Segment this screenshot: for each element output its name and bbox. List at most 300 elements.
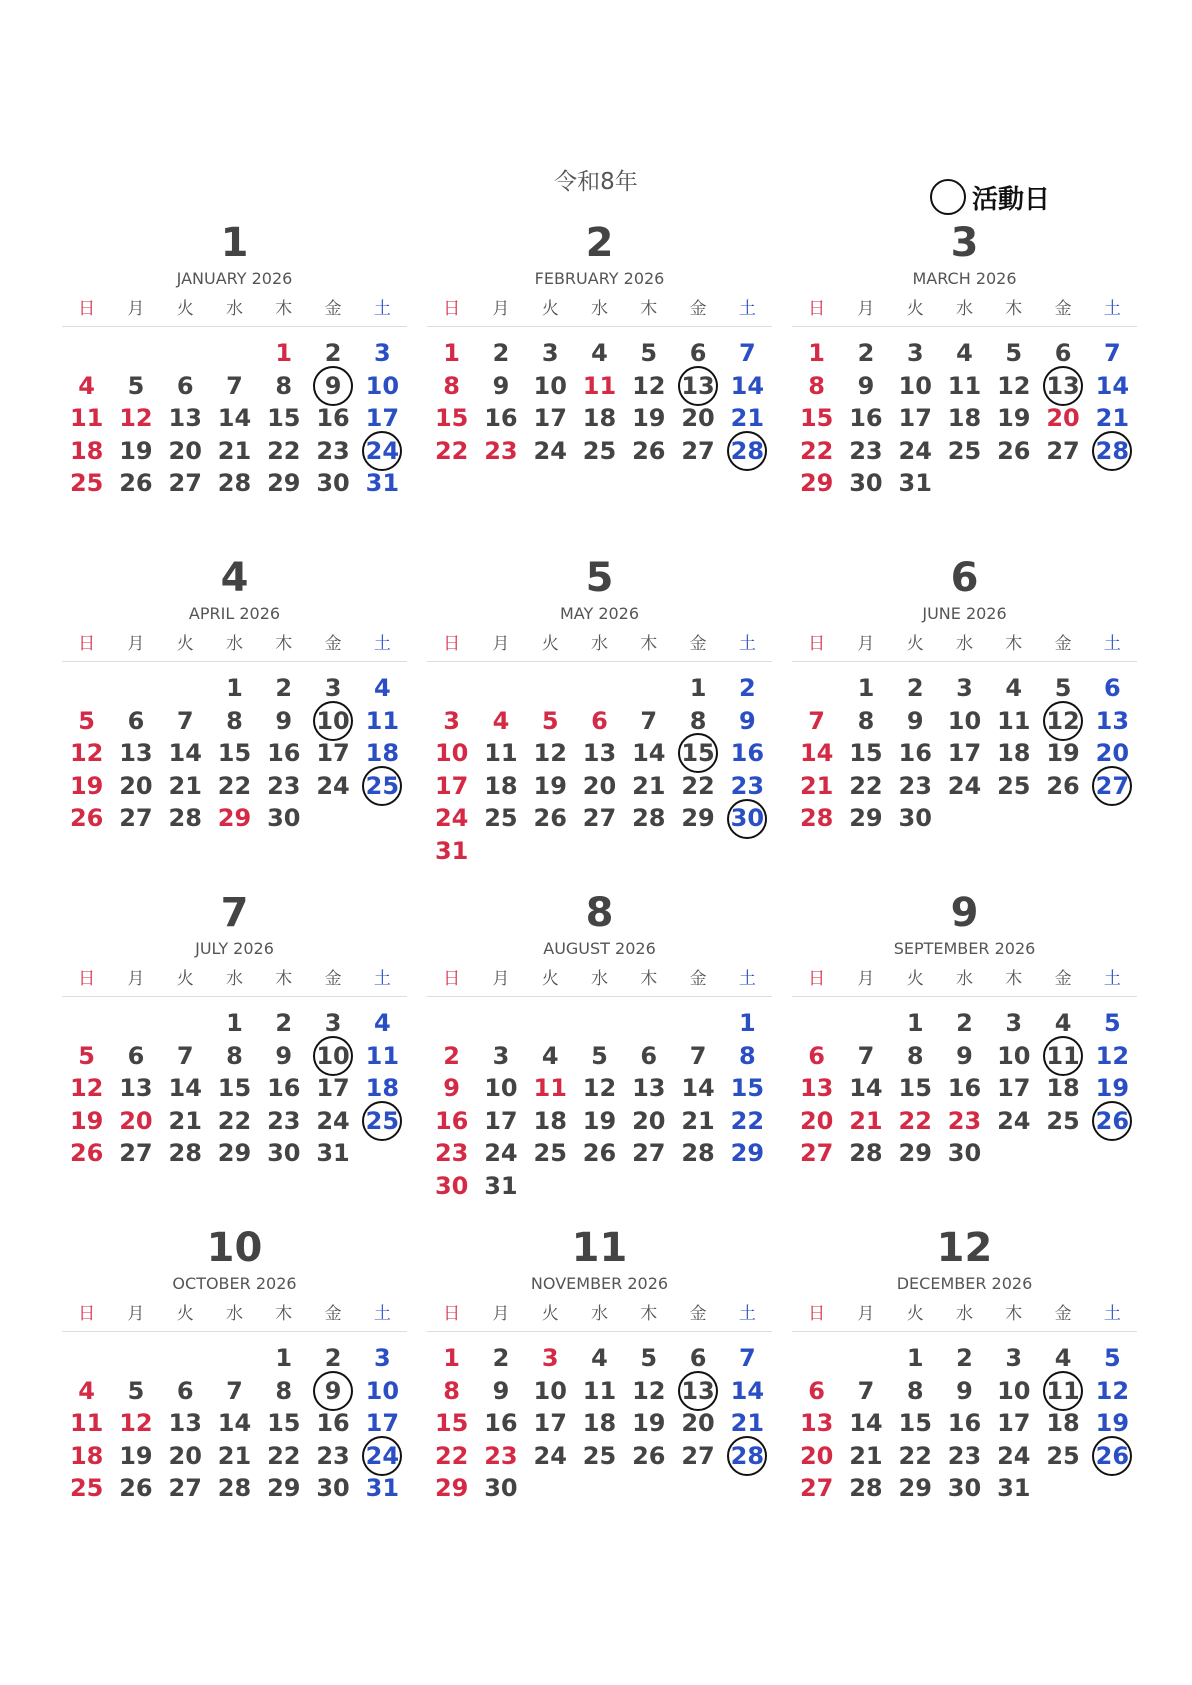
days-grid <box>792 1342 1137 1505</box>
weekday-label: 木 <box>640 634 658 654</box>
page-title: 令和8年 <box>554 169 638 195</box>
day-cell: 3 <box>324 674 342 702</box>
day-cell: 9 <box>956 1041 973 1070</box>
weekday-label: 日 <box>808 1304 826 1324</box>
day-cell: 31 <box>997 1474 1031 1503</box>
weekday-label: 月 <box>492 634 510 654</box>
day-cell: 11 <box>947 371 982 400</box>
day-cell: 1 <box>906 1344 924 1372</box>
day-cell: 10 <box>898 371 932 400</box>
day-cell: 6 <box>127 706 145 735</box>
day-cell: 6 <box>176 371 194 400</box>
day-cell: 13 <box>632 1074 666 1103</box>
day-cell: 24 <box>316 1106 350 1135</box>
weekday-label: 土 <box>1103 634 1121 654</box>
weekday-label: 土 <box>373 634 391 654</box>
empty-cell <box>62 1342 111 1375</box>
weekday-label: 金 <box>1054 1304 1072 1324</box>
day-cell: 20 <box>582 771 617 800</box>
month-block <box>62 890 407 1225</box>
day-cell: 25 <box>1046 1441 1080 1470</box>
day-cell: 19 <box>119 1441 153 1470</box>
activity-day-cell: 10 <box>308 1040 357 1073</box>
day-cell: 9 <box>275 1041 293 1070</box>
weekday-header <box>792 1301 1137 1332</box>
weekday-label: 木 <box>1005 969 1023 989</box>
day-cell: 27 <box>681 436 715 465</box>
month-number: 3 <box>950 220 979 266</box>
day-cell: 4 <box>541 1041 559 1070</box>
day-cell: 14 <box>681 1074 715 1103</box>
day-cell: 12 <box>997 371 1031 400</box>
day-cell: 22 <box>898 1441 932 1470</box>
day-cell: 24 <box>533 1441 567 1470</box>
day-cell: 11 <box>997 706 1031 735</box>
day-cell: 28 <box>168 1139 202 1168</box>
day-cell: 4 <box>373 1009 391 1037</box>
activity-day-cell: 13 <box>1038 370 1087 403</box>
weekday-label: 月 <box>857 969 875 989</box>
weekday-label: 日 <box>443 299 461 319</box>
day-cell: 7 <box>1103 339 1121 367</box>
day-cell: 6 <box>591 706 608 735</box>
day-cell: 19 <box>533 771 567 800</box>
day-cell: 13 <box>119 739 153 768</box>
day-cell: 20 <box>168 1441 202 1470</box>
weekday-label: 水 <box>590 299 608 319</box>
month-name: JULY 2026 <box>195 939 274 958</box>
day-cell: 9 <box>492 1376 510 1405</box>
weekday-label: 土 <box>738 299 756 319</box>
day-cell: 8 <box>275 371 293 400</box>
legend-label: 活動日 <box>972 184 1051 215</box>
day-cell: 25 <box>533 1139 567 1168</box>
day-cell: 19 <box>1095 1409 1130 1438</box>
day-cell: 30 <box>267 804 301 833</box>
weekday-header <box>792 631 1137 662</box>
day-cell: 21 <box>799 771 834 800</box>
day-cell: 18 <box>533 1106 567 1135</box>
day-cell: 22 <box>730 1106 765 1135</box>
day-cell: 15 <box>267 1409 301 1438</box>
day-cell: 23 <box>898 771 932 800</box>
day-cell: 18 <box>997 739 1031 768</box>
day-cell: 13 <box>1095 706 1130 735</box>
weekday-label: 金 <box>689 1304 707 1324</box>
day-cell: 8 <box>275 1376 293 1405</box>
month-name: SEPTEMBER 2026 <box>893 939 1036 958</box>
day-cell: 20 <box>119 1106 153 1135</box>
day-cell: 4 <box>956 339 973 367</box>
month-block <box>792 1225 1137 1560</box>
day-cell: 2 <box>443 1041 460 1070</box>
day-cell: 8 <box>443 371 460 400</box>
day-cell: 27 <box>168 1474 202 1503</box>
day-cell: 14 <box>730 371 765 400</box>
weekday-label: 金 <box>1054 969 1072 989</box>
day-cell: 10 <box>365 371 400 400</box>
day-cell: 1 <box>275 1344 293 1372</box>
day-cell: 30 <box>267 1139 301 1168</box>
month-name: FEBRUARY 2026 <box>534 269 665 288</box>
weekday-header <box>427 1301 772 1332</box>
weekday-label: 月 <box>127 634 145 654</box>
days-grid <box>427 337 772 467</box>
day-cell: 21 <box>217 1441 252 1470</box>
weekday-label: 木 <box>640 1304 658 1324</box>
empty-cell <box>624 1007 673 1040</box>
day-cell: 25 <box>69 469 104 498</box>
day-cell: 12 <box>632 1376 666 1405</box>
day-cell: 14 <box>849 1074 883 1103</box>
day-cell: 7 <box>808 706 825 735</box>
day-cell: 12 <box>582 1074 617 1103</box>
day-cell: 17 <box>997 1074 1031 1103</box>
activity-day-cell: 28 <box>723 435 772 468</box>
day-cell: 4 <box>78 371 95 400</box>
empty-cell <box>111 1007 160 1040</box>
weekday-label: 土 <box>1103 1304 1121 1324</box>
days-grid <box>427 1007 772 1203</box>
day-cell: 5 <box>1103 1344 1121 1372</box>
day-cell: 19 <box>119 436 153 465</box>
weekday-header <box>427 296 772 327</box>
weekday-label: 土 <box>1103 969 1121 989</box>
day-cell: 25 <box>947 436 982 465</box>
day-cell: 2 <box>492 339 510 367</box>
day-cell: 26 <box>632 1441 666 1470</box>
month-number: 2 <box>585 220 614 266</box>
activity-day-cell: 24 <box>358 1440 407 1473</box>
day-cell: 30 <box>898 804 932 833</box>
day-cell: 22 <box>267 1441 301 1470</box>
day-cell: 23 <box>947 1441 982 1470</box>
day-cell: 29 <box>730 1139 765 1168</box>
day-cell: 4 <box>492 706 510 735</box>
day-cell: 3 <box>1005 1344 1023 1372</box>
day-cell: 12 <box>632 371 666 400</box>
day-cell: 27 <box>799 1474 834 1503</box>
day-cell: 14 <box>217 404 252 433</box>
day-cell: 31 <box>898 469 932 498</box>
weekday-label: 水 <box>590 969 608 989</box>
day-cell: 11 <box>582 371 617 400</box>
weekday-label: 日 <box>808 299 826 319</box>
day-cell: 27 <box>582 804 617 833</box>
day-cell: 15 <box>217 1074 252 1103</box>
day-cell: 21 <box>849 1441 883 1470</box>
weekday-label: 木 <box>275 969 293 989</box>
day-cell: 2 <box>324 339 342 367</box>
day-cell: 25 <box>997 771 1031 800</box>
day-cell: 10 <box>533 371 567 400</box>
day-cell: 14 <box>730 1376 765 1405</box>
day-cell: 30 <box>484 1474 518 1503</box>
day-cell: 9 <box>275 706 293 735</box>
day-cell: 1 <box>906 1009 924 1037</box>
day-cell: 31 <box>316 1139 350 1168</box>
activity-day-cell: 28 <box>1088 435 1137 468</box>
weekday-label: 金 <box>689 969 707 989</box>
day-cell: 2 <box>956 1009 973 1037</box>
day-cell: 1 <box>443 1344 460 1372</box>
day-cell: 6 <box>808 1041 825 1070</box>
day-cell: 7 <box>689 1041 707 1070</box>
month-name: DECEMBER 2026 <box>896 1274 1033 1293</box>
day-cell: 25 <box>582 1441 617 1470</box>
day-cell: 19 <box>1095 1074 1130 1103</box>
weekday-label: 月 <box>127 969 145 989</box>
day-cell: 4 <box>78 1376 95 1405</box>
day-cell: 12 <box>1095 1376 1130 1405</box>
day-cell: 6 <box>689 1344 707 1372</box>
day-cell: 28 <box>849 1139 883 1168</box>
day-cell: 7 <box>857 1041 875 1070</box>
day-cell: 18 <box>582 404 617 433</box>
day-cell: 8 <box>906 1041 924 1070</box>
day-cell: 14 <box>632 739 666 768</box>
weekday-label: 水 <box>590 1304 608 1324</box>
month-block <box>62 555 407 890</box>
day-cell: 20 <box>1046 404 1080 433</box>
day-cell: 27 <box>168 469 202 498</box>
weekday-label: 水 <box>955 1304 973 1324</box>
weekday-header <box>62 631 407 662</box>
day-cell: 15 <box>898 1409 932 1438</box>
day-cell: 28 <box>849 1474 883 1503</box>
weekday-label: 水 <box>955 299 973 319</box>
day-cell: 6 <box>808 1376 825 1405</box>
day-cell: 19 <box>632 1409 666 1438</box>
day-cell: 13 <box>168 1409 202 1438</box>
month-number: 7 <box>220 890 249 936</box>
day-cell: 20 <box>681 404 715 433</box>
month-name: NOVEMBER 2026 <box>530 1274 669 1293</box>
day-cell: 8 <box>226 1041 243 1070</box>
days-grid <box>792 672 1137 835</box>
day-cell: 1 <box>808 339 825 367</box>
day-cell: 15 <box>434 404 469 433</box>
day-cell: 5 <box>127 371 145 400</box>
day-cell: 3 <box>1005 1009 1023 1037</box>
month-number: 9 <box>950 890 979 936</box>
month-block <box>427 220 772 555</box>
day-cell: 24 <box>947 771 982 800</box>
day-cell: 16 <box>947 1409 982 1438</box>
day-cell: 5 <box>541 706 559 735</box>
day-cell: 22 <box>681 771 715 800</box>
day-cell: 12 <box>69 1074 104 1103</box>
empty-cell <box>575 1007 624 1040</box>
day-cell: 9 <box>443 1074 460 1103</box>
day-cell: 30 <box>316 469 350 498</box>
day-cell: 22 <box>849 771 883 800</box>
day-cell: 8 <box>443 1376 460 1405</box>
day-cell: 31 <box>365 1474 400 1503</box>
weekday-label: 日 <box>78 299 96 319</box>
day-cell: 16 <box>267 1074 301 1103</box>
day-cell: 10 <box>533 1376 567 1405</box>
day-cell: 18 <box>947 404 982 433</box>
weekday-header <box>427 631 772 662</box>
day-cell: 11 <box>69 1409 104 1438</box>
weekday-header <box>62 296 407 327</box>
weekday-header <box>792 296 1137 327</box>
day-cell: 15 <box>217 739 252 768</box>
empty-cell <box>62 672 111 705</box>
day-cell: 4 <box>1054 1344 1072 1372</box>
day-cell: 7 <box>640 706 658 735</box>
day-cell: 22 <box>434 1441 469 1470</box>
weekday-label: 金 <box>324 1304 342 1324</box>
empty-cell <box>575 672 624 705</box>
day-cell: 23 <box>484 1441 518 1470</box>
day-cell: 19 <box>69 771 104 800</box>
day-cell: 18 <box>1046 1074 1080 1103</box>
day-cell: 11 <box>365 1041 400 1070</box>
weekday-header <box>427 966 772 997</box>
day-cell: 21 <box>168 771 202 800</box>
day-cell: 10 <box>434 739 469 768</box>
day-cell: 23 <box>316 436 350 465</box>
days-grid <box>792 337 1137 500</box>
day-cell: 12 <box>533 739 567 768</box>
day-cell: 3 <box>541 1344 559 1372</box>
activity-day-cell: 13 <box>673 370 722 403</box>
day-cell: 6 <box>1103 674 1121 702</box>
month-name: MARCH 2026 <box>912 269 1017 288</box>
day-cell: 2 <box>857 339 875 367</box>
weekday-label: 火 <box>176 634 194 654</box>
days-grid <box>427 1342 772 1505</box>
day-cell: 5 <box>640 1344 658 1372</box>
month-block <box>427 1225 772 1560</box>
day-cell: 27 <box>119 1139 153 1168</box>
month-block <box>792 890 1137 1225</box>
day-cell: 26 <box>1046 771 1080 800</box>
weekday-label: 土 <box>373 299 391 319</box>
empty-cell <box>673 1007 722 1040</box>
weekday-label: 火 <box>176 969 194 989</box>
weekday-label: 火 <box>906 1304 924 1324</box>
day-cell: 7 <box>857 1376 875 1405</box>
empty-cell <box>161 337 210 370</box>
day-cell: 17 <box>898 404 932 433</box>
month-number: 12 <box>936 1225 993 1271</box>
day-cell: 3 <box>373 339 391 367</box>
activity-day-cell: 27 <box>1088 770 1137 803</box>
day-cell: 12 <box>69 739 104 768</box>
month-block <box>427 555 772 890</box>
weekday-label: 火 <box>541 634 559 654</box>
day-cell: 6 <box>127 1041 145 1070</box>
weekday-label: 金 <box>1054 299 1072 319</box>
weekday-label: 火 <box>541 299 559 319</box>
day-cell: 9 <box>857 371 875 400</box>
day-cell: 13 <box>582 739 617 768</box>
day-cell: 16 <box>316 404 350 433</box>
activity-circle-icon <box>930 179 966 215</box>
day-cell: 18 <box>365 1074 400 1103</box>
empty-cell <box>792 1342 841 1375</box>
weekday-label: 金 <box>689 299 707 319</box>
day-cell: 14 <box>168 1074 202 1103</box>
day-cell: 30 <box>316 1474 350 1503</box>
day-cell: 19 <box>632 404 666 433</box>
day-cell: 5 <box>591 1041 608 1070</box>
weekday-label: 木 <box>1005 1304 1023 1324</box>
empty-cell <box>62 1007 111 1040</box>
weekday-header <box>62 1301 407 1332</box>
day-cell: 4 <box>373 674 391 702</box>
day-cell: 1 <box>226 1009 243 1037</box>
month-name: APRIL 2026 <box>188 604 281 623</box>
weekday-label: 月 <box>127 1304 145 1324</box>
activity-day-cell: 12 <box>1038 705 1087 738</box>
day-cell: 26 <box>119 1474 153 1503</box>
weekday-label: 日 <box>808 969 826 989</box>
day-cell: 15 <box>267 404 301 433</box>
day-cell: 7 <box>226 1376 243 1405</box>
day-cell: 22 <box>217 771 252 800</box>
day-cell: 17 <box>533 1409 567 1438</box>
day-cell: 8 <box>906 1376 924 1405</box>
day-cell: 14 <box>849 1409 883 1438</box>
day-cell: 20 <box>1095 739 1130 768</box>
empty-cell <box>476 672 525 705</box>
month-block <box>62 220 407 555</box>
day-cell: 29 <box>898 1139 932 1168</box>
weekday-label: 月 <box>492 969 510 989</box>
empty-cell <box>210 1342 259 1375</box>
day-cell: 24 <box>898 436 932 465</box>
weekday-label: 水 <box>955 634 973 654</box>
weekday-label: 金 <box>689 634 707 654</box>
day-cell: 5 <box>1103 1009 1121 1037</box>
day-cell: 17 <box>484 1106 518 1135</box>
month-number: 11 <box>571 1225 628 1271</box>
day-cell: 22 <box>898 1106 932 1135</box>
activity-day-cell: 11 <box>1038 1375 1087 1408</box>
weekday-label: 月 <box>857 299 875 319</box>
weekday-label: 月 <box>127 299 145 319</box>
day-cell: 3 <box>492 1041 510 1070</box>
day-cell: 28 <box>681 1139 715 1168</box>
day-cell: 5 <box>640 339 658 367</box>
weekday-label: 日 <box>78 969 96 989</box>
day-cell: 19 <box>997 404 1031 433</box>
day-cell: 19 <box>69 1106 104 1135</box>
day-cell: 23 <box>849 436 883 465</box>
day-cell: 23 <box>484 436 518 465</box>
day-cell: 15 <box>849 739 883 768</box>
day-cell: 14 <box>799 739 834 768</box>
month-number: 6 <box>950 555 979 601</box>
empty-cell <box>526 672 575 705</box>
day-cell: 5 <box>127 1376 145 1405</box>
day-cell: 12 <box>1095 1041 1130 1070</box>
weekday-label: 火 <box>176 1304 194 1324</box>
day-cell: 3 <box>541 339 559 367</box>
day-cell: 14 <box>168 739 202 768</box>
activity-day-cell: 25 <box>358 1105 407 1138</box>
day-cell: 27 <box>632 1139 666 1168</box>
day-cell: 20 <box>799 1441 834 1470</box>
weekday-label: 月 <box>492 299 510 319</box>
day-cell: 29 <box>898 1474 932 1503</box>
weekday-label: 水 <box>225 1304 243 1324</box>
weekday-label: 月 <box>857 1304 875 1324</box>
